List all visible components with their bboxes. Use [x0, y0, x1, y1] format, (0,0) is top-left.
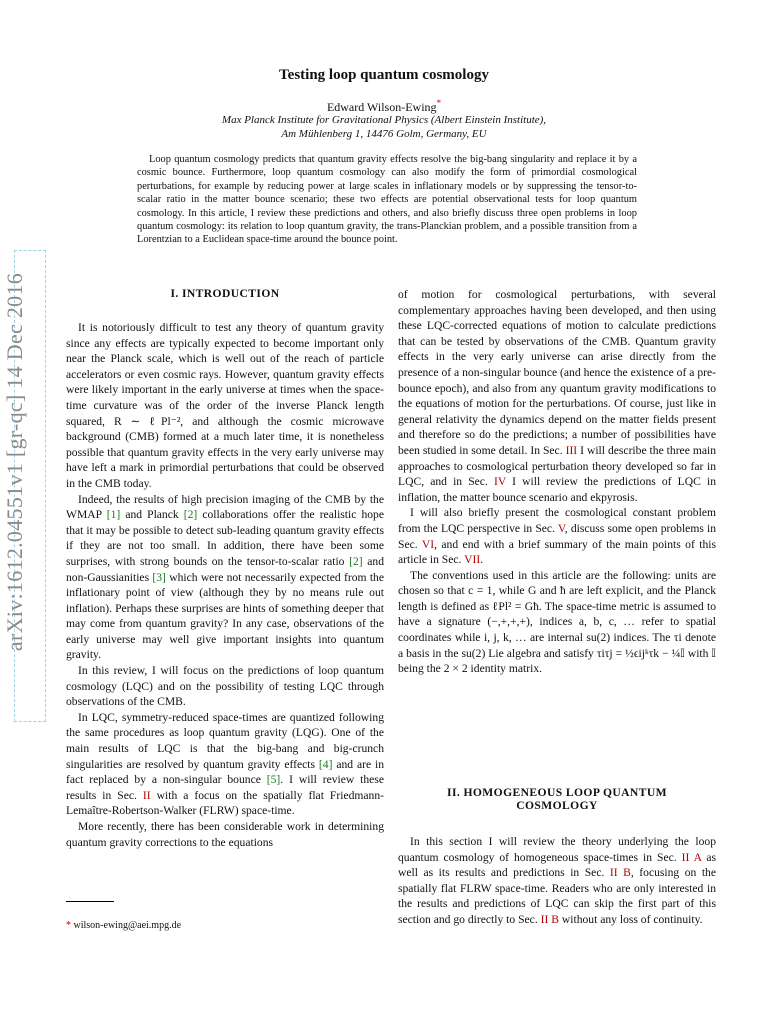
footnote-rule: [66, 901, 114, 902]
section-link[interactable]: II: [142, 788, 151, 802]
right-paragraph-1: of motion for cosmological perturbations, with several complementary approaches having been developed, and then using these LQC-corrected equations of motion to calculate predictions that can be tested by observations of the CMB. Quantum gravity effects in the very early universe can arise directly from the presence of a non-singular bounce (and hence the existence of a pre-bounce epoch), and also from any quantum gravity modifications to the equations of motion for the perturbations. Of course, just like in general relativity the dynamics depend on the matter fields present and therefore so do the predictions; a number of possibilities have been studied in some detail. In Sec. III I will describe the three main approaches to cosmological perturbation theory developed so far in LQC, and in Sec. IV I will review the predictions of LQC in inflation, the matter bounce scenario and ekpyrosis.: [398, 288, 716, 504]
section-link[interactable]: IV: [493, 475, 507, 489]
author-email-link[interactable]: wilson-ewing@aei.mpg.de: [73, 920, 182, 931]
intro-paragraph-4: In LQC, symmetry-reduced space-times are quantized following the same procedures as loop quantum gravity (LQG). One of the main results of LQC is that the big-bang and big-crunch singularities are resolved by quantum gravity effects [4] and are in fact replaced by a non-singular bounce [5]. I will review these results in Sec. II with a focus on the spatially flat Friedmann-Lemaître-Robertson-Walker (FLRW) space-time.: [66, 710, 385, 818]
intro-paragraph-2: Indeed, the results of high precision imaging of the CMB by the WMAP [1] and Planck [2] collaborations offer the realistic hope that it may be possible to detect sub-leading quantum gravity effects if they are not too small. In addition, there have been some surprises, with strong bounds on the tensor-to-scalar ratio [2] and non-Gaussianities [3] which were not necessarily expected from the inflationary point of view (although they by no means rule out inflation). Perhaps these surprises are hints of something deeper that may come from quantum gravity? In any case, observations of the early universe may well give important insights into quantum gravity.: [66, 492, 384, 662]
section-2-body: [398, 834, 716, 928]
paper-title: Testing loop quantum cosmology: [279, 67, 489, 83]
affiliation-line-2: Am Mühlenberg 1, 14476 Golm, Germany, EU: [281, 128, 487, 140]
author-name: Edward Wilson-Ewing: [326, 100, 437, 114]
citation-link[interactable]: [1]: [106, 508, 121, 522]
affiliation-line-1: Max Planck Institute for Gravitational Physics (Albert Einstein Institute),: [221, 114, 547, 126]
citation-link[interactable]: [2]: [183, 508, 198, 522]
author-footnote-mark[interactable]: *: [436, 98, 442, 108]
section-link[interactable]: V: [557, 521, 565, 535]
conventions-paragraph: The conventions used in this article are the following: units are chosen so that c = 1, while G and ħ are left explicit, and the Planck length is defined as ℓPl² = Għ. The space-time metric is assumed to have a signature (−,+,+,+), indices a, b, c, … refer to spatial coordinates while i, j, k, … are internal su(2) indices. The τi denote a basis in the su(2) Lie algebra and satisfy τiτj = ½ϵijᵏτk − ¼𝕀 with 𝕀 being the 2 × 2 identity matrix.: [398, 568, 716, 676]
intro-paragraph-3: In this review, I will focus on the predictions of loop quantum cosmology (LQC) and on the possibility of testing LQC through observations of the CMB.: [66, 664, 384, 709]
citation-link[interactable]: [2]: [349, 554, 363, 568]
footnote-mark: *: [66, 920, 71, 931]
section-link[interactable]: III: [565, 443, 578, 457]
citation-link[interactable]: [3]: [152, 570, 166, 584]
section-link[interactable]: II B: [609, 866, 631, 880]
abstract: Loop quantum cosmology predicts that quantum gravity effects resolve the big-bang singularity and replace it by a cosmic bounce. Furthermore, loop quantum cosmology can also modify the form of primordial cosmological perturbations, for example by reducing power at large scales in inflationary models or by suppressing the tensor-to-scalar ratio in the matter bounce scenario; these two effects are potential observational tests for loop quantum cosmology. In this article, I review these predictions and others, and also briefly discuss three open problems in loop quantum cosmology: its relation to loop quantum gravity, the trans-Planckian problem, and a possible transition from a Lorentzian to a Euclidean space-time around the bounce point.: [137, 154, 637, 246]
section-link[interactable]: II B: [540, 912, 559, 926]
section-2-paragraph-1: In this section I will review the theory underlying the loop quantum cosmology of homogeneous space-times in Sec. II A as well as its results and predictions in Sec. II B, focusing on the spatially flat FLRW space-time. Readers who are only interested in the results and predictions of LQC can skip the first part of this section and go directly to Sec. II B without any loss of continuity.: [398, 835, 717, 926]
intro-paragraph-1: It is notoriously difficult to test any theory of quantum gravity since any effects are typically expected to become important only near the Planck scale, which is well out of the reach of particle accelerators or even cosmic rays. However, quantum gravity effects were likely important in the early universe at times when the space-time curvature was of the order of the inverse Planck length squared, R ∼ ℓPl⁻², and although the cosmic microwave background (CMB) formed at a much later time, it is nonetheless possible that quantum gravity effects in the very early universe may have left a mark in primordial perturbations that could be observed in the CMB today.: [66, 321, 384, 490]
section-2-heading-line-2: COSMOLOGY: [516, 799, 598, 812]
section-link[interactable]: VI: [421, 537, 435, 551]
author-line: [0, 98, 768, 115]
section-2-heading: [398, 786, 716, 812]
section-link[interactable]: VII: [464, 553, 481, 567]
citation-link[interactable]: [4]: [318, 757, 333, 771]
arxiv-identifier: arXiv:1612.04551v1 [gr-qc] 14 Dec 2016: [2, 272, 27, 652]
intro-paragraph-5: More recently, there has been considerable work in determining quantum gravity corrections to the equations: [66, 820, 384, 849]
section-1-heading: I. INTRODUCTION: [170, 287, 280, 300]
section-2-heading-line-1: II. HOMOGENEOUS LOOP QUANTUM: [447, 786, 667, 799]
right-column: [398, 287, 716, 677]
footnote: [66, 920, 181, 931]
left-column: [66, 320, 384, 850]
citation-link[interactable]: [5]: [266, 773, 281, 787]
section-link[interactable]: II A: [681, 850, 702, 864]
right-paragraph-2: I will also briefly present the cosmological constant problem from the LQC perspective in Sec. V, discuss some open problems in Sec. VI, and end with a brief summary of the main points of this article in Sec. VII.: [398, 506, 717, 567]
